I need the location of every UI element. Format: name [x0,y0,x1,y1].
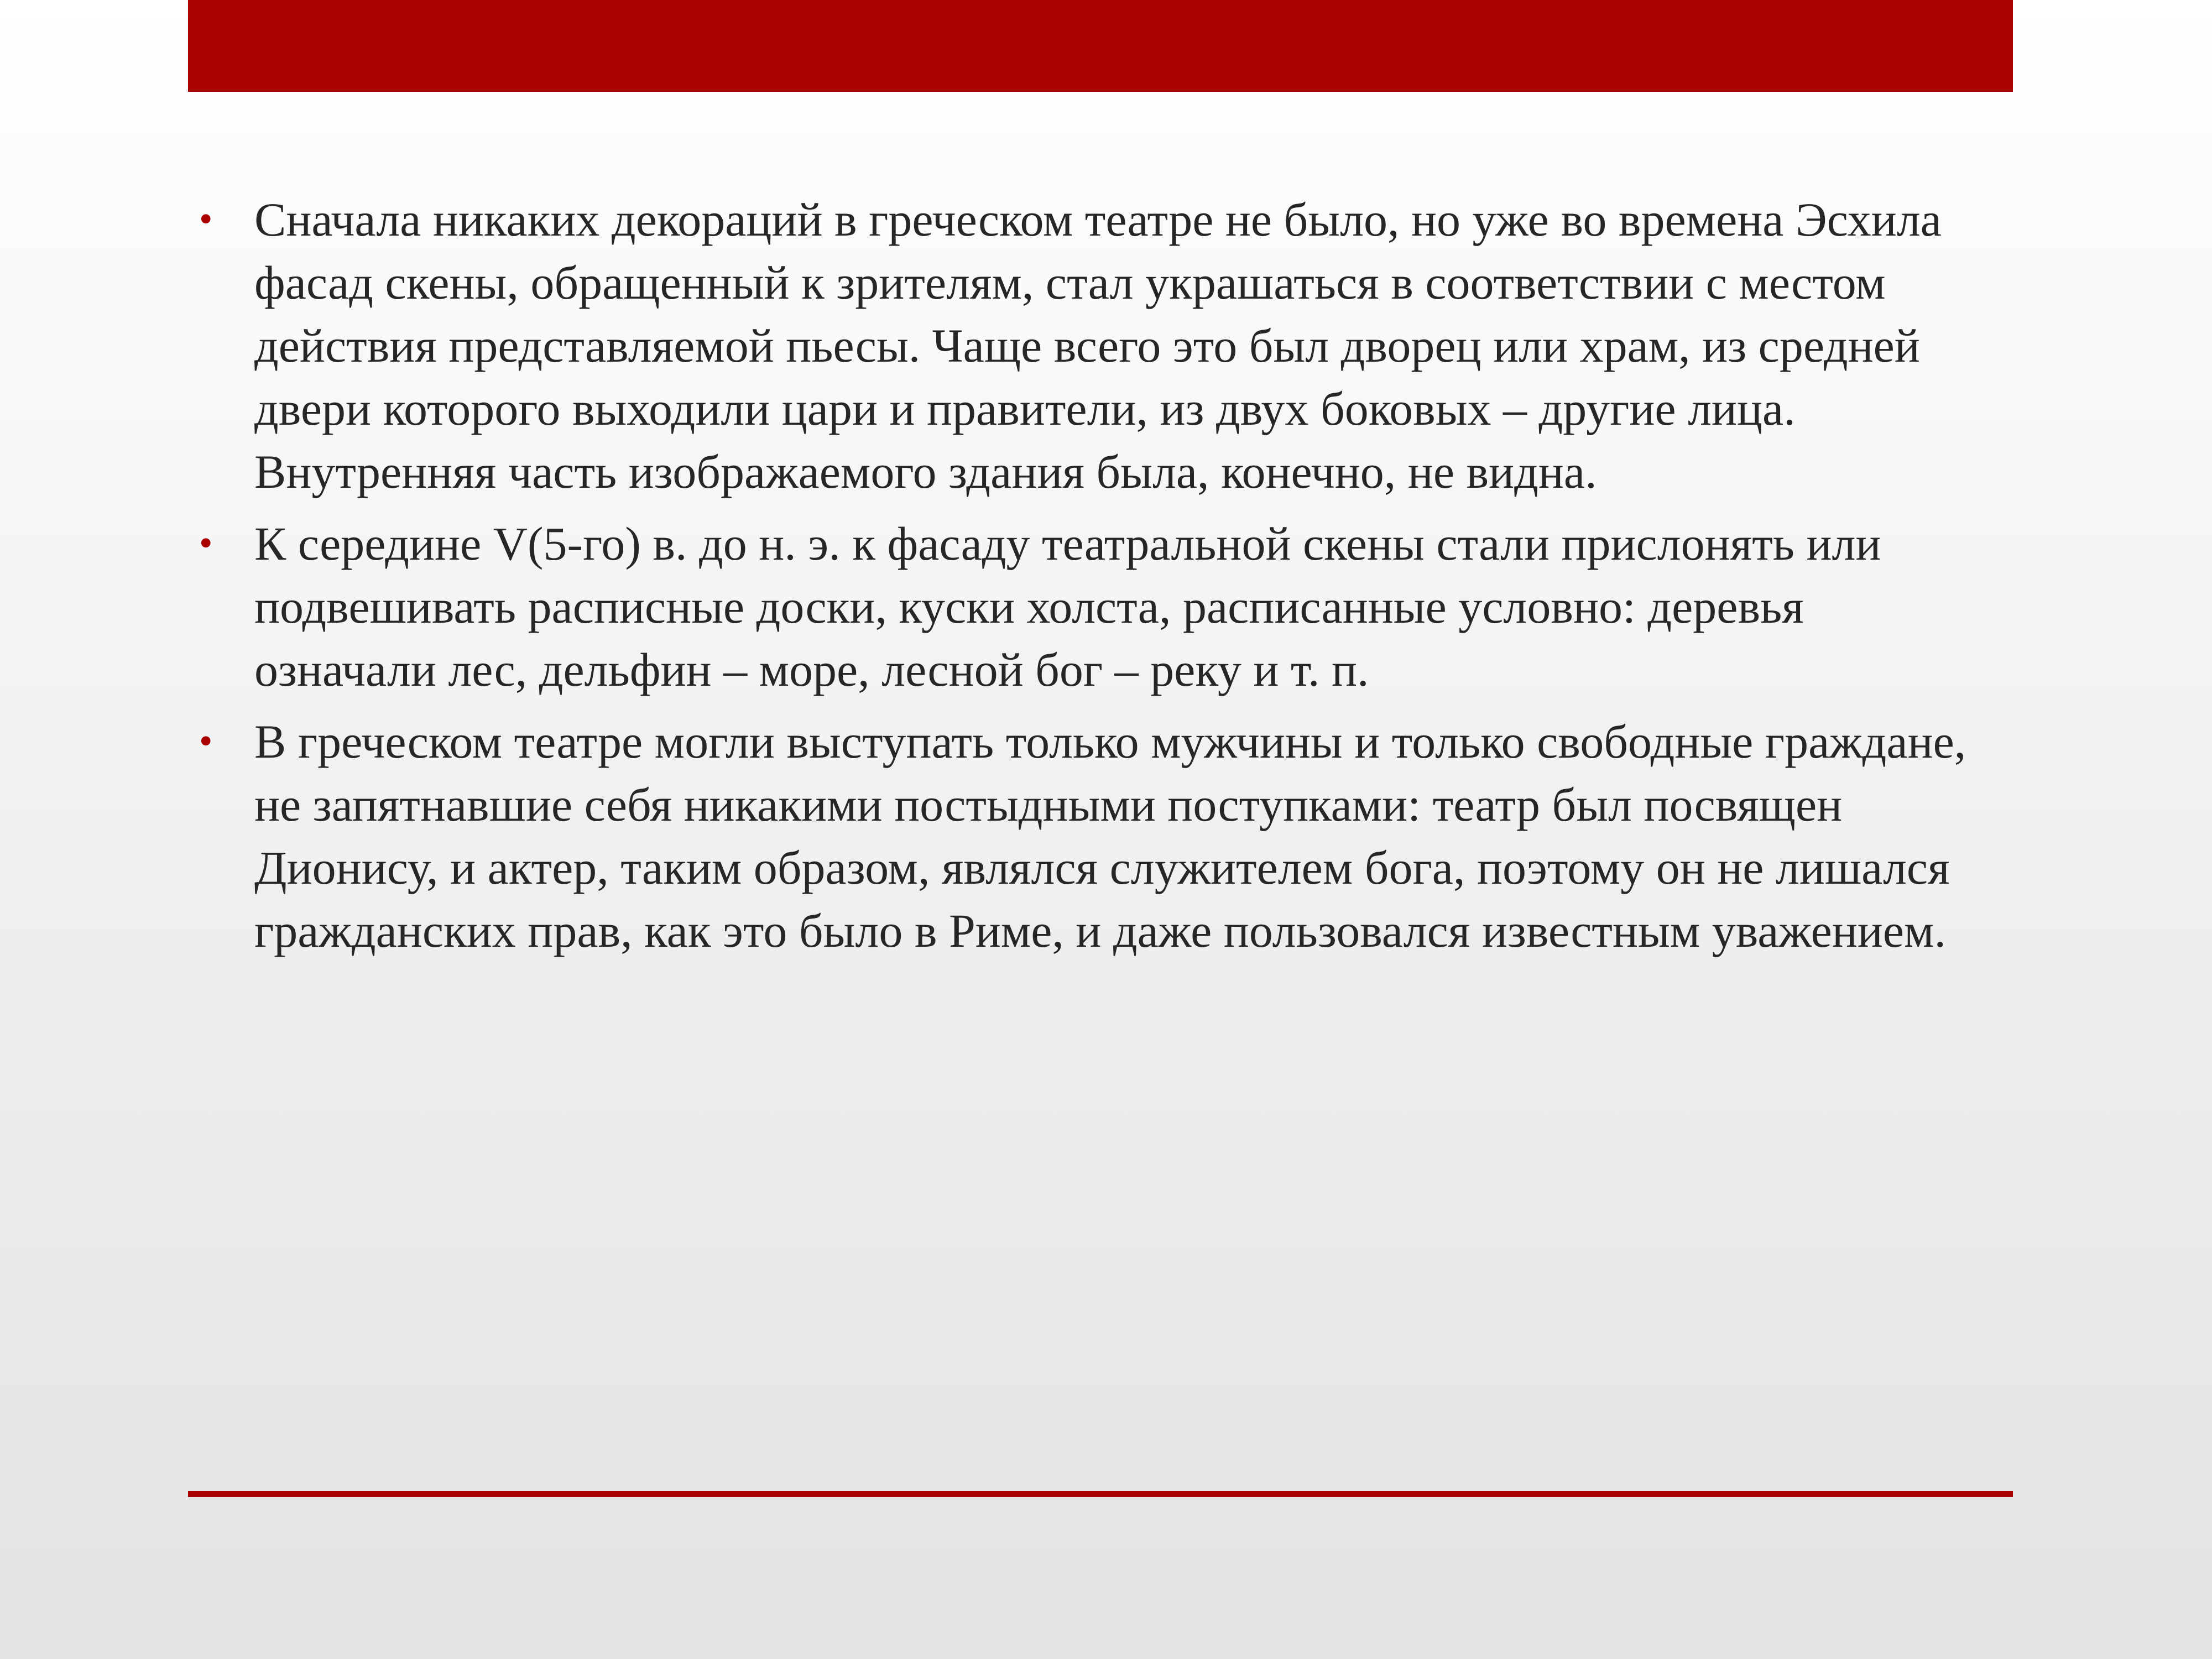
bullet-item [199,710,1996,962]
bullet-text: В греческом театре могли выступать только мужчины и только свободные граждане, не запятнавшие себя никакими постыдными поступками: театр был посвящен Дионису, и актер, таким образом, являлся служителем бога, поэтому он не лишался гражданских прав, как это было в Риме, и даже пользовался известным уважением. [254,715,1966,957]
top-accent-band [188,0,2013,92]
bottom-accent-rule [188,1491,2013,1497]
bullet-dot-icon: • [199,720,213,763]
bullet-list [199,188,1996,971]
bullet-text: К середине V(5-го) в. до н. э. к фасаду театральной скены стали прислонять или подвешивать расписные доски, куски холста, расписанные условно: деревья означали лес, дельфин – море, лесной бог – реку и т. п. [254,517,1881,696]
bullet-item [199,512,1996,701]
bullet-item [199,188,1996,503]
bullet-dot-icon: • [199,522,213,565]
bullet-dot-icon: • [199,198,213,241]
bullet-text: Сначала никаких декораций в греческом театре не было, но уже во времена Эсхила фасад скены, обращенный к зрителям, стал украшаться в соответствии с местом действия представляемой пьесы. Чаще всего это был дворец или храм, из средней двери которого выходили цари и правители, из двух боковых – другие лица. Внутренняя часть изображаемого здания была, конечно, не видна. [254,193,1942,498]
